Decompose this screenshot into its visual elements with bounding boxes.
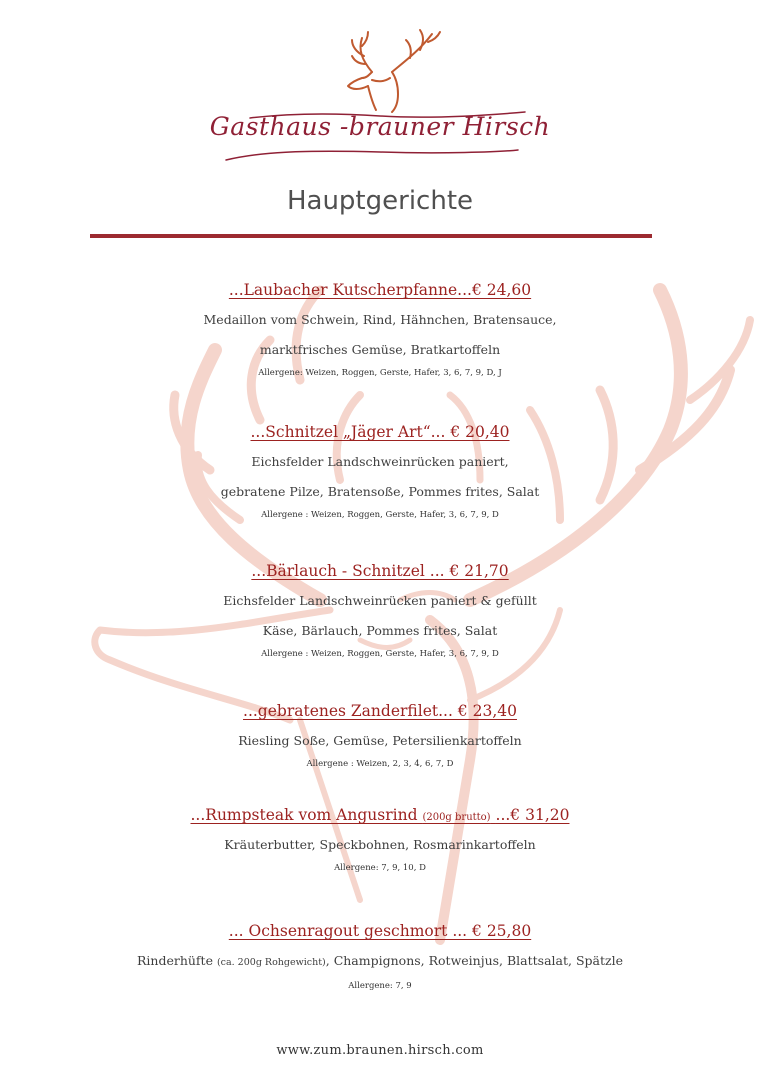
dish-allergens: Allergene: 7, 9, 10, D <box>334 863 426 873</box>
dish-description-note: (ca. 200g Rohgewicht) <box>216 957 326 968</box>
dish-allergens: Allergene : Weizen, Roggen, Gerste, Hafer, 3, 6, 7, 9, D <box>261 510 499 520</box>
menu-item <box>0 562 760 659</box>
dish-description: Riesling Soße, Gemüse, Petersilienkartoffeln <box>238 733 522 748</box>
dish-title: ...Laubacher Kutscherpfanne...€ 24,60 <box>228 281 532 299</box>
stag-head-logo-icon <box>0 20 760 170</box>
dish-description: Eichsfelder Landschweinrücken paniert & gefüllt <box>223 593 537 608</box>
dish-title: ... Ochsenragout geschmort ... € 25,80 <box>228 922 532 940</box>
page-title: Hauptgerichte <box>286 186 474 216</box>
logo <box>0 20 760 170</box>
dish-title: ...Bärlauch - Schnitzel ... € 21,70 <box>251 562 509 580</box>
menu-item <box>0 423 760 520</box>
menu-item <box>0 281 760 378</box>
dish-title-note: (200g brutto) <box>422 812 491 823</box>
dish-allergens: Allergene: Weizen, Roggen, Gerste, Hafer, 3, 6, 7, 9, D, J <box>258 368 502 378</box>
menu-item <box>0 702 760 769</box>
menu-item <box>0 922 760 991</box>
dish-description: Käse, Bärlauch, Pommes frites, Salat <box>262 623 498 638</box>
dish-allergens: Allergene: 7, 9 <box>348 981 412 991</box>
footer-url[interactable]: www.zum.braunen.hirsch.com <box>276 1043 484 1058</box>
menu-item <box>0 806 760 873</box>
title-divider <box>90 234 652 238</box>
dish-title <box>0 806 760 824</box>
dish-title: ...gebratenes Zanderfilet... € 23,40 <box>243 702 517 720</box>
dish-description: Medaillon vom Schwein, Rind, Hähnchen, Bratensauce, <box>203 312 557 327</box>
brand-name: Gasthaus -brauner Hirsch <box>209 112 551 141</box>
dish-title-main: ...Rumpsteak vom Angusrind <box>190 806 418 824</box>
dish-description: marktfrisches Gemüse, Bratkartoffeln <box>259 342 501 357</box>
dish-title: ...Schnitzel „Jäger Art“... € 20,40 <box>250 423 510 441</box>
dish-description: Eichsfelder Landschweinrücken paniert, <box>251 454 509 469</box>
dish-allergens: Allergene : Weizen, 2, 3, 4, 6, 7, D <box>306 759 454 769</box>
dish-description <box>0 952 760 972</box>
dish-description: Kräuterbutter, Speckbohnen, Rosmarinkartoffeln <box>224 837 536 852</box>
dish-description-main: Rinderhüfte <box>136 953 213 968</box>
dish-description-rest: , Champignons, Rotweinjus, Blattsalat, Spätzle <box>325 953 623 968</box>
dish-allergens: Allergene : Weizen, Roggen, Gerste, Hafer, 3, 6, 7, 9, D <box>261 649 499 659</box>
dish-title-price: ...€ 31,20 <box>495 806 570 824</box>
dish-description: gebratene Pilze, Bratensoße, Pommes frites, Salat <box>220 484 540 499</box>
